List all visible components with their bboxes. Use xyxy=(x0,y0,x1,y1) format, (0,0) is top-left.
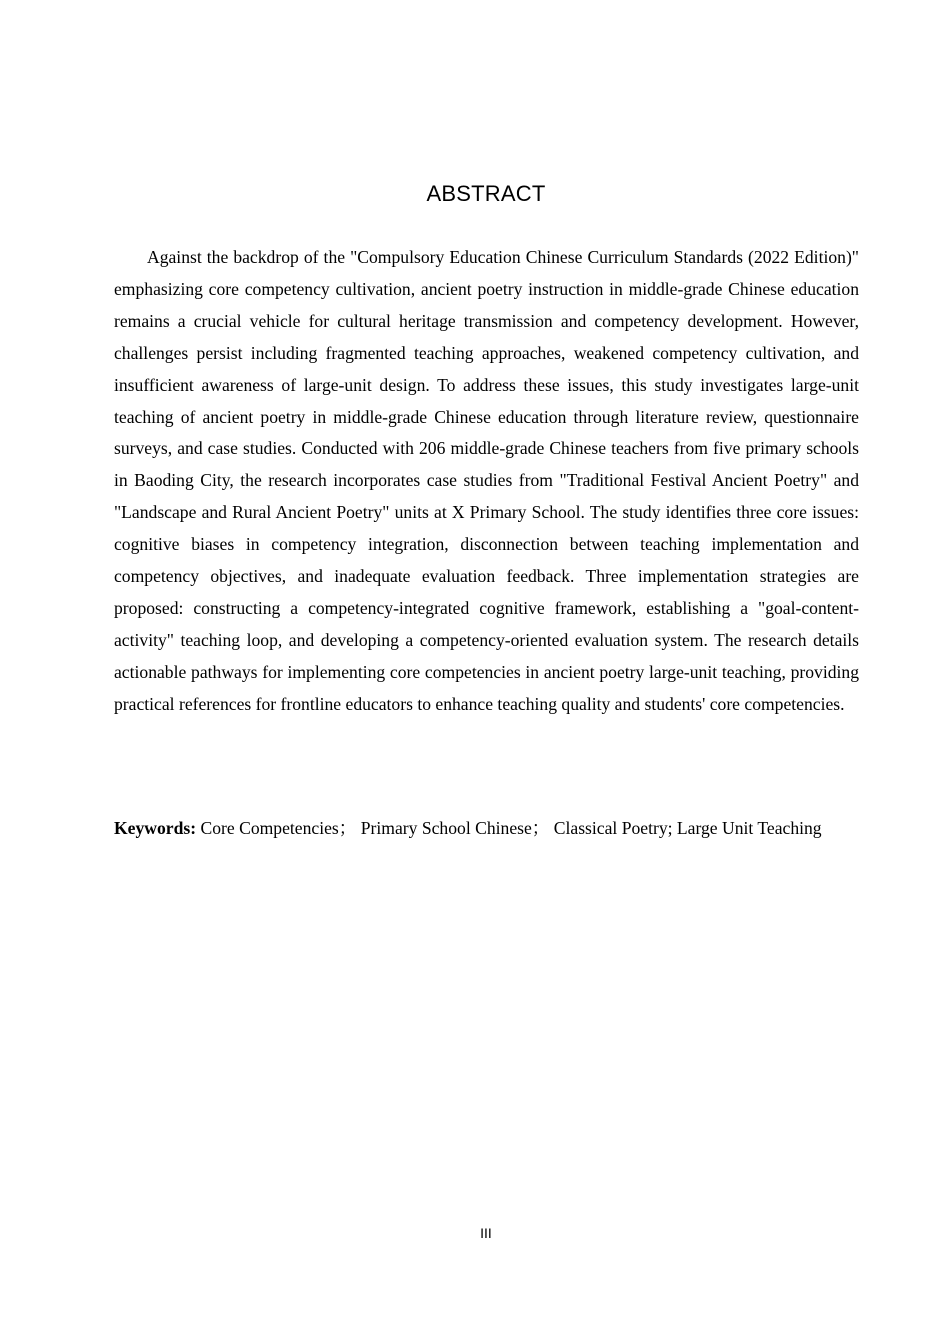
keywords-line xyxy=(114,813,859,845)
keywords-label: Keywords: xyxy=(114,818,197,838)
abstract-title: ABSTRACT xyxy=(426,181,546,206)
page-number: III xyxy=(480,1225,492,1241)
keywords-text: Core Competencies； Primary School Chinese； Classical Poetry; Large Unit Teaching xyxy=(196,818,822,838)
abstract-paragraph: Against the backdrop of the "Compulsory Education Chinese Curriculum Standards (2022 Edition)" emphasizing core competency cultivation, ancient poetry instruction in middle-grade Chinese education remains a crucial vehicle for cultural heritage transmission and competency development. However, challenges persist including fragmented teaching approaches, weakened competency cultivation, and insufficient awareness of large-unit design. To address these issues, this study investigates large-unit teaching of ancient poetry in middle-grade Chinese education through literature review, questionnaire surveys, and case studies. Conducted with 206 middle-grade Chinese teachers from five primary schools in Baoding City, the research incorporates case studies from "Traditional Festival Ancient Poetry" and "Landscape and Rural Ancient Poetry" units at X Primary School. The study identifies three core issues: cognitive biases in competency integration, disconnection between teaching implementation and competency objectives, and inadequate evaluation feedback. Three implementation strategies are proposed: constructing a competency-integrated cognitive framework, establishing a "goal-content-activity" teaching loop, and developing a competency-oriented evaluation system. The research details actionable pathways for implementing core competencies in ancient poetry large-unit teaching, providing practical references for frontline educators to enhance teaching quality and students' core competencies. xyxy=(114,247,859,714)
